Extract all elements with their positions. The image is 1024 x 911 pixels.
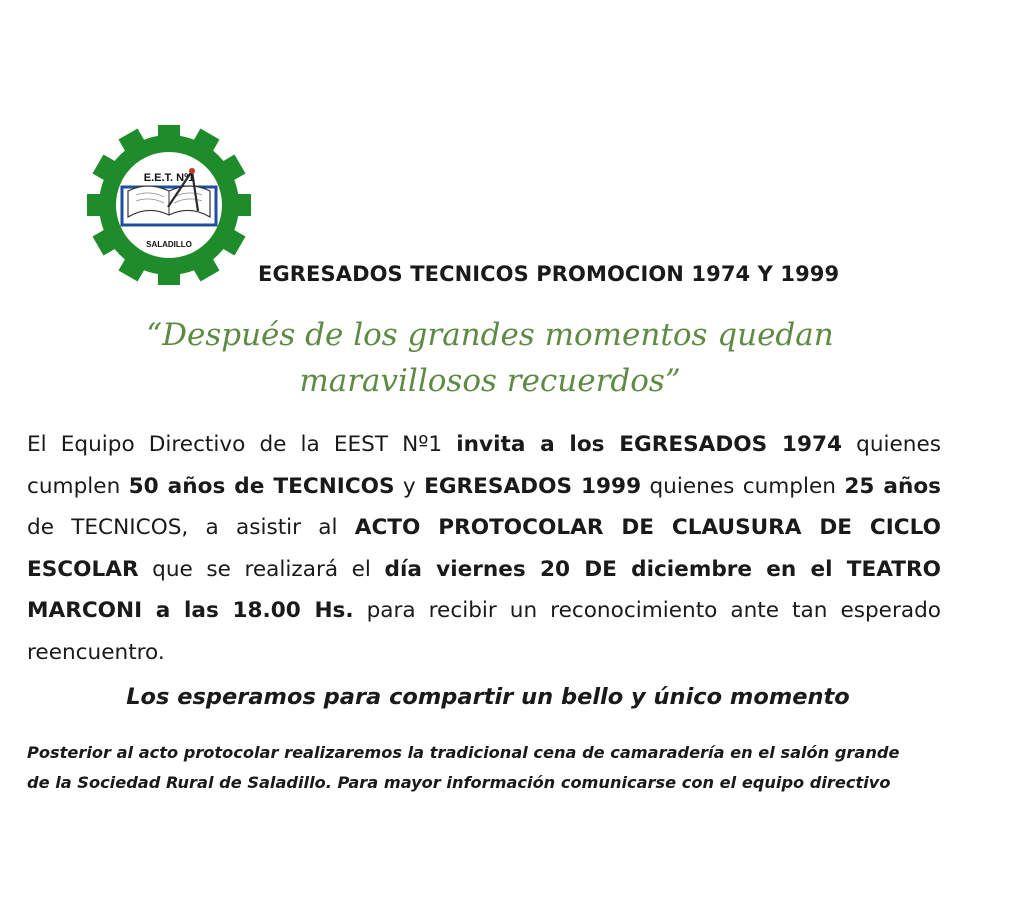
invitation-text: quienes cumplen bbox=[27, 432, 942, 499]
invitation-emphasis: invita a los EGRESADOS 1974 bbox=[456, 432, 843, 457]
quote-line-2: maravillosos recuerdos” bbox=[299, 363, 681, 399]
quote bbox=[90, 312, 890, 404]
quote-line-1: “Después de los grandes momentos quedan bbox=[146, 317, 834, 353]
footnote-paragraph: Posterior al acto protocolar realizaremos la tradicional cena de camaradería en el salón grande de la Sociedad Rural de Saladillo. Para mayor información comunicarse con el equipo directivo bbox=[27, 743, 900, 792]
invitation-text: El Equipo Directivo de la EEST Nº1 bbox=[27, 432, 457, 457]
invitation-emphasis: ACTO PROTOCOLAR DE CLAUSURA DE CICLO ESCOLAR bbox=[27, 515, 941, 582]
invitation-text: y bbox=[394, 473, 425, 499]
invitation-emphasis: 25 años bbox=[844, 473, 942, 499]
invitation-emphasis: 50 años de TECNICOS bbox=[128, 473, 395, 499]
logo-top-text: E.E.T. Nº1 bbox=[143, 172, 195, 184]
invitation-text: quienes cumplen bbox=[641, 473, 845, 499]
invitation-emphasis: EGRESADOS 1999 bbox=[424, 473, 642, 499]
gear-book-emblem bbox=[80, 125, 258, 285]
invitation-paragraph bbox=[27, 424, 941, 673]
invitation-emphasis: día viernes 20 DE diciembre en el TEATRO MARCONI a las 18.00 Hs. bbox=[27, 556, 941, 623]
invitation-text: para recibir un reconocimiento ante tan esperado reencuentro. bbox=[27, 598, 941, 665]
logo-bottom-text: SALADILLO bbox=[146, 240, 192, 249]
invitation-text: de TECNICOS, a asistir al bbox=[27, 515, 355, 540]
page-heading: EGRESADOS TECNICOS PROMOCION 1974 Y 1999 bbox=[258, 262, 840, 286]
school-logo bbox=[80, 125, 258, 285]
invitation-text: que se realizará el bbox=[138, 556, 385, 582]
closing-line: Los esperamos para compartir un bello y único momento bbox=[126, 684, 850, 710]
